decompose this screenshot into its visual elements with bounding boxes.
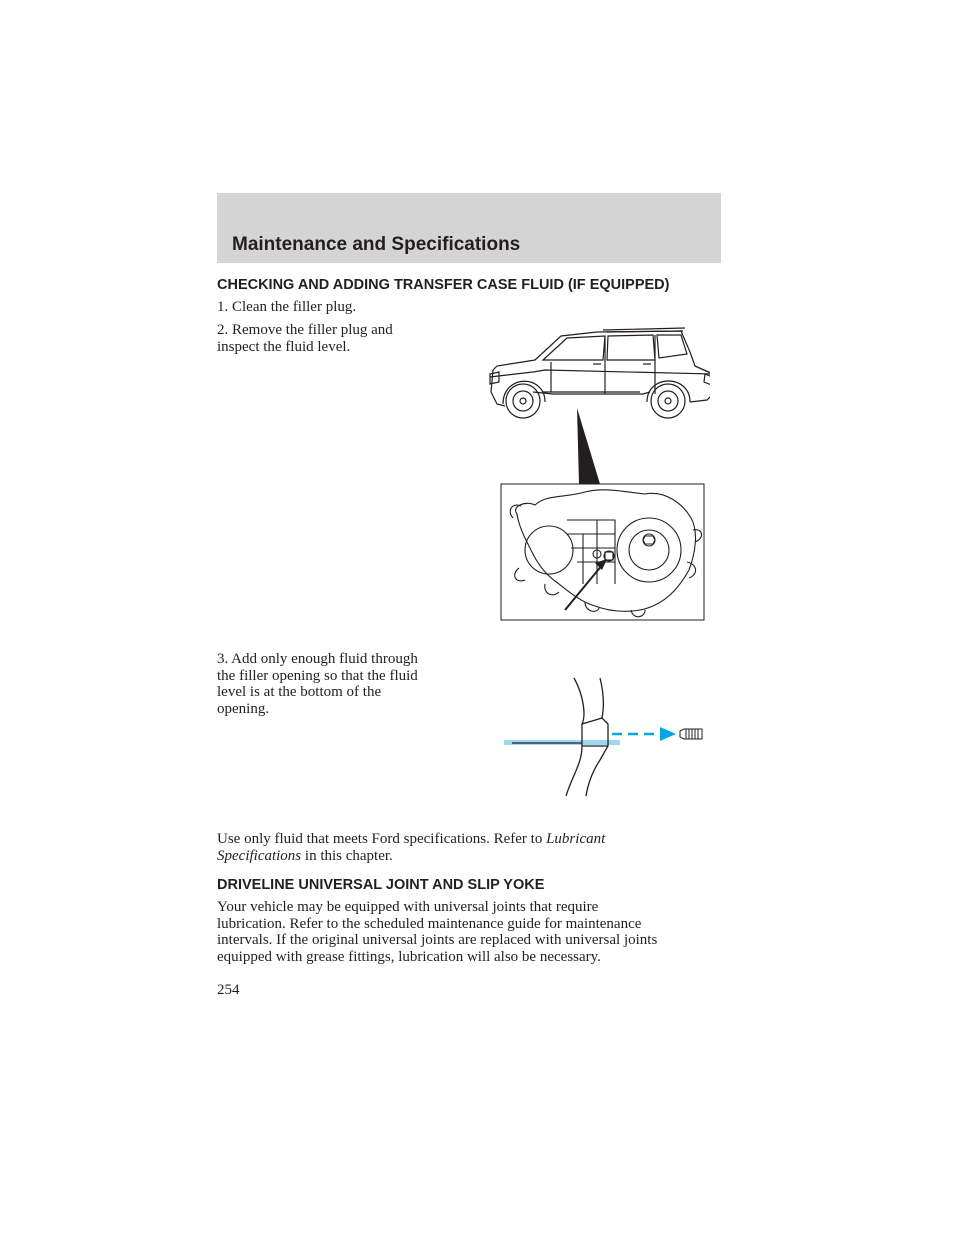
step-1-line: 1. Clean the filler plug. (217, 299, 357, 315)
note-text-1: Use only fluid that meets Ford specifications. Refer to (217, 831, 543, 847)
step-2-line-1: 2. Remove the filler plug and (217, 322, 393, 338)
step-3-line-3: level is at the bottom of the (217, 684, 382, 700)
driveline-body (217, 899, 657, 965)
lubricant-ref-2: Specifications (217, 847, 302, 864)
vehicle-transfer-case-illustration (485, 322, 710, 622)
note-text-2: in this chapter. (304, 847, 393, 864)
driveline-line-2: lubrication. Refer to the scheduled maintenance guide for maintenance (217, 915, 642, 932)
step-2-text (217, 322, 393, 355)
section-heading-driveline: DRIVELINE UNIVERSAL JOINT AND SLIP YOKE (217, 877, 545, 893)
step-3-text (217, 651, 418, 717)
driveline-line-3: intervals. If the original universal joints are replaced with universal joints (217, 932, 658, 948)
page-number: 254 (217, 982, 240, 998)
note-line-1 (217, 831, 605, 848)
step-3-line-4: opening. (217, 700, 270, 717)
section-header-band (217, 193, 721, 263)
fluid-spec-note (217, 831, 605, 864)
page-title: Maintenance and Specifications (232, 234, 521, 255)
step-3-line-1: 3. Add only enough fluid through (217, 651, 418, 667)
note-line-2 (217, 848, 605, 865)
lubricant-ref-1: Lubricant (546, 831, 606, 847)
step-2-line-2: inspect the fluid level. (217, 338, 351, 355)
fluid-level-illustration (500, 676, 710, 800)
step-3-line-2: the filler opening so that the fluid (217, 667, 418, 684)
step-1-text (217, 299, 356, 316)
driveline-line-4: equipped with grease fittings, lubrication will also be necessary. (217, 948, 601, 965)
section-heading-transfer-case: CHECKING AND ADDING TRANSFER CASE FLUID (IF EQUIPPED) (217, 277, 670, 293)
driveline-line-1: Your vehicle may be equipped with universal joints that require (217, 899, 599, 915)
